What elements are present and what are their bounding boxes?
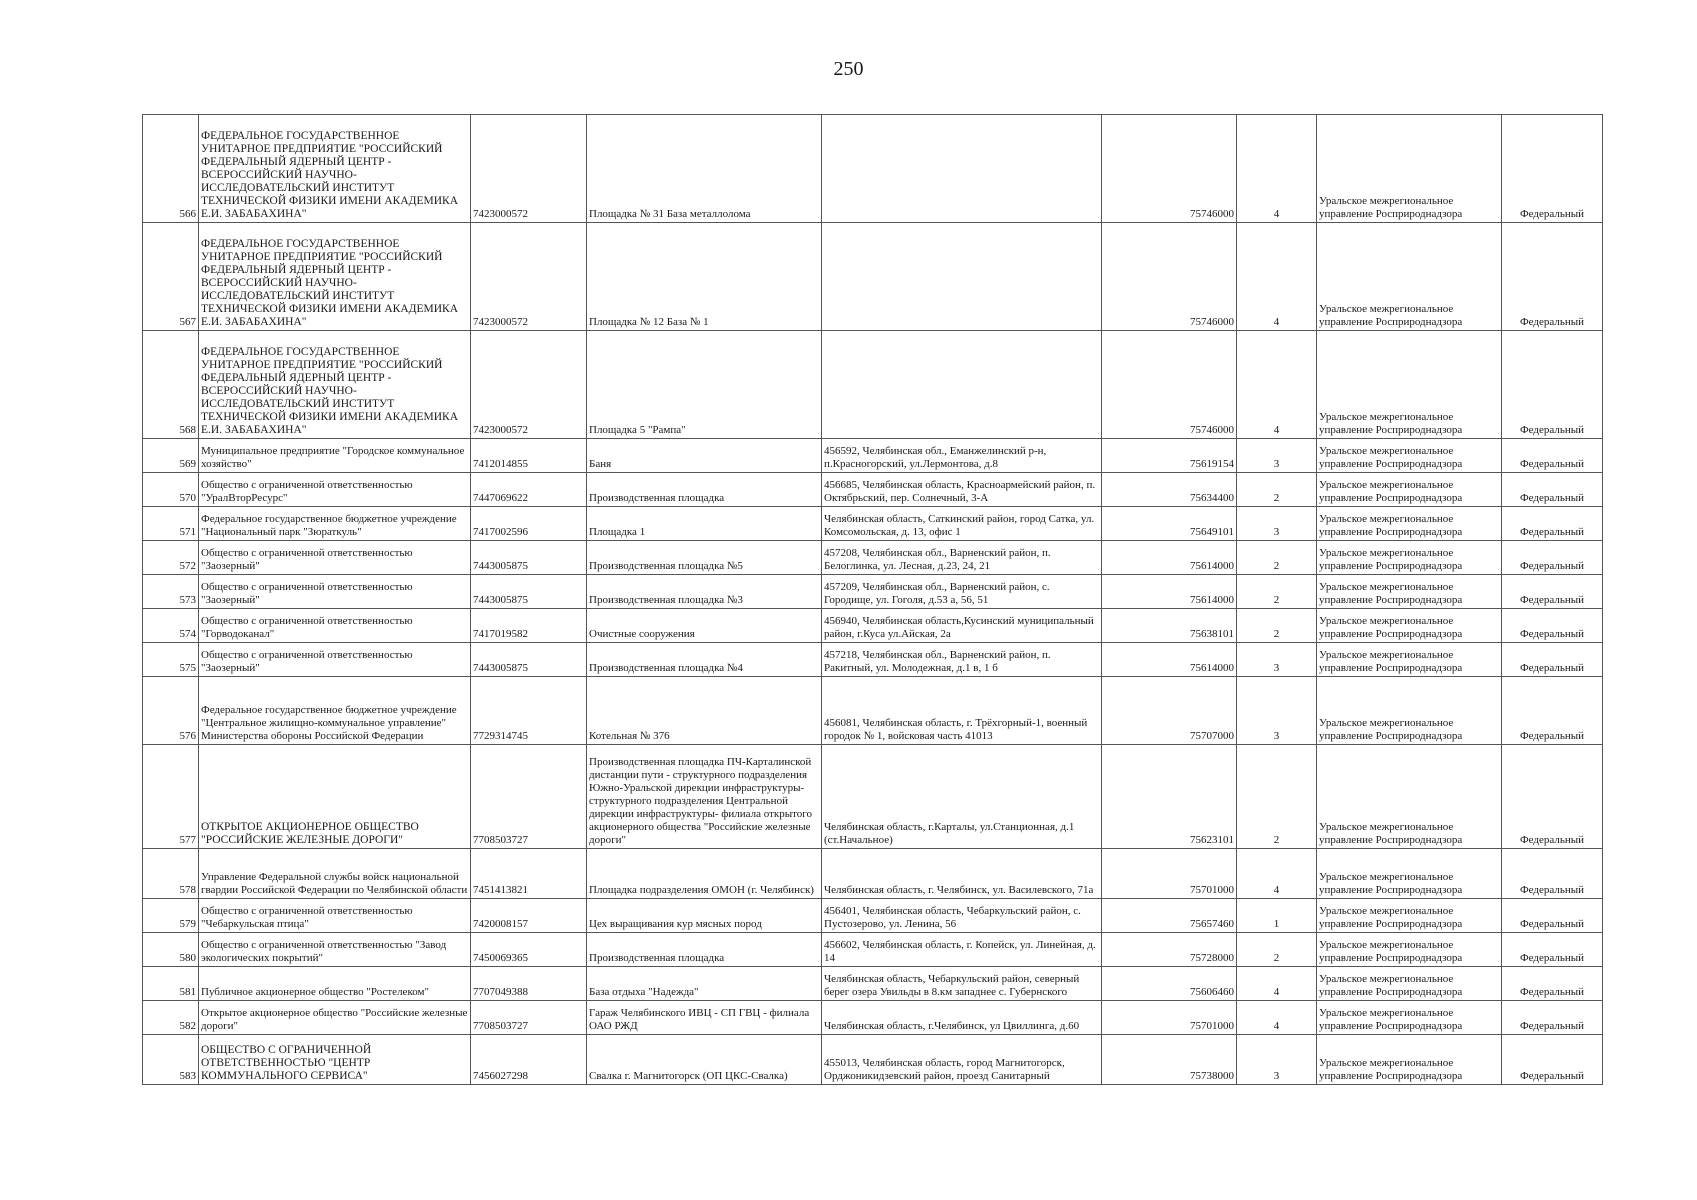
inn-code: 7708503727 — [471, 1001, 587, 1035]
object-name: Площадка № 12 База № 1 — [587, 223, 822, 331]
supervisory-authority: Уральское межрегиональное управление Росприроднадзора — [1317, 439, 1502, 473]
risk-category: 3 — [1237, 677, 1317, 745]
oktmo-code: 75614000 — [1102, 575, 1237, 609]
table-row — [143, 1001, 1603, 1035]
risk-category: 4 — [1237, 115, 1317, 223]
inn-code: 7443005875 — [471, 541, 587, 575]
organization-name: ФЕДЕРАЛЬНОЕ ГОСУДАРСТВЕННОЕ УНИТАРНОЕ ПРЕДПРИЯТИЕ "РОССИЙСКИЙ ФЕДЕРАЛЬНЫЙ ЯДЕРНЫЙ ЦЕНТР - ВСЕРОССИЙСКИЙ НАУЧНО-ИССЛЕДОВАТЕЛЬСКИЙ ИНСТИТУТ ТЕХНИЧЕСКОЙ ФИЗИКИ ИМЕНИ АКАДЕМИКА Е.И. ЗАБАБАХИНА" — [199, 223, 471, 331]
inn-code: 7707049388 — [471, 967, 587, 1001]
supervisory-authority: Уральское межрегиональное управление Росприроднадзора — [1317, 223, 1502, 331]
inn-code: 7417019582 — [471, 609, 587, 643]
table-row — [143, 115, 1603, 223]
object-name: Площадка 5 "Рампа" — [587, 331, 822, 439]
object-address: Челябинская область, г. Челябинск, ул. Василевского, 71а — [822, 849, 1102, 899]
row-number: 577 — [143, 745, 199, 849]
row-number: 579 — [143, 899, 199, 933]
table-row — [143, 745, 1603, 849]
row-number: 566 — [143, 115, 199, 223]
object-name: Производственная площадка — [587, 933, 822, 967]
row-number: 574 — [143, 609, 199, 643]
supervisory-authority: Уральское межрегиональное управление Росприроднадзора — [1317, 115, 1502, 223]
supervisory-authority: Уральское межрегиональное управление Росприроднадзора — [1317, 933, 1502, 967]
table-row — [143, 967, 1603, 1001]
inn-code: 7423000572 — [471, 115, 587, 223]
risk-category: 4 — [1237, 967, 1317, 1001]
supervision-level: Федеральный — [1502, 115, 1603, 223]
organization-name: Открытое акционерное общество "Российские железные дороги" — [199, 1001, 471, 1035]
object-name: Производственная площадка №5 — [587, 541, 822, 575]
supervisory-authority: Уральское межрегиональное управление Росприроднадзора — [1317, 541, 1502, 575]
table-row — [143, 609, 1603, 643]
supervision-level: Федеральный — [1502, 967, 1603, 1001]
object-address: 456685, Челябинская область, Красноармейский район, п. Октябрьский, пер. Солнечный, 3-А — [822, 473, 1102, 507]
row-number: 583 — [143, 1035, 199, 1085]
object-address: Челябинская область, Чебаркульский район, северный берег озера Увильды в 8.км западнее с. Губернского — [822, 967, 1102, 1001]
supervisory-authority: Уральское межрегиональное управление Росприроднадзора — [1317, 643, 1502, 677]
table-row — [143, 677, 1603, 745]
inn-code: 7420008157 — [471, 899, 587, 933]
supervisory-authority: Уральское межрегиональное управление Росприроднадзора — [1317, 609, 1502, 643]
table-row — [143, 541, 1603, 575]
organization-name: Общество с ограниченной ответственностью "Заозерный" — [199, 541, 471, 575]
row-number: 581 — [143, 967, 199, 1001]
table-row — [143, 507, 1603, 541]
oktmo-code: 75701000 — [1102, 1001, 1237, 1035]
supervisory-authority: Уральское межрегиональное управление Росприроднадзора — [1317, 473, 1502, 507]
object-address: 456081, Челябинская область, г. Трёхгорный-1, военный городок № 1, войсковая часть 41013 — [822, 677, 1102, 745]
table-row — [143, 575, 1603, 609]
row-number: 575 — [143, 643, 199, 677]
supervisory-authority: Уральское межрегиональное управление Росприроднадзора — [1317, 677, 1502, 745]
inn-code: 7417002596 — [471, 507, 587, 541]
row-number: 578 — [143, 849, 199, 899]
supervision-level: Федеральный — [1502, 575, 1603, 609]
row-number: 571 — [143, 507, 199, 541]
object-name: Цех выращивания кур мясных пород — [587, 899, 822, 933]
oktmo-code: 75634400 — [1102, 473, 1237, 507]
supervision-level: Федеральный — [1502, 899, 1603, 933]
risk-category: 3 — [1237, 1035, 1317, 1085]
object-name: Производственная площадка ПЧ-Карталинской дистанции пути - структурного подразделения Южно-Уральской дирекции инфраструктуры-структурного подразделения Центральной дирекции инфраструктуры- филиала открытого акционерного общества "Российские железные дороги" — [587, 745, 822, 849]
supervision-level: Федеральный — [1502, 933, 1603, 967]
risk-category: 4 — [1237, 331, 1317, 439]
risk-category: 4 — [1237, 223, 1317, 331]
object-name: Площадка подразделения ОМОН (г. Челябинск) — [587, 849, 822, 899]
supervisory-authority: Уральское межрегиональное управление Росприроднадзора — [1317, 967, 1502, 1001]
row-number: 582 — [143, 1001, 199, 1035]
inn-code: 7443005875 — [471, 575, 587, 609]
supervision-level: Федеральный — [1502, 1001, 1603, 1035]
supervision-level: Федеральный — [1502, 745, 1603, 849]
oktmo-code: 75701000 — [1102, 849, 1237, 899]
supervision-level: Федеральный — [1502, 541, 1603, 575]
oktmo-code: 75657460 — [1102, 899, 1237, 933]
supervision-level: Федеральный — [1502, 609, 1603, 643]
organization-name: Общество с ограниченной ответственностью "Заозерный" — [199, 643, 471, 677]
row-number: 572 — [143, 541, 199, 575]
table-row — [143, 331, 1603, 439]
object-name: Очистные сооружения — [587, 609, 822, 643]
table-row — [143, 899, 1603, 933]
organization-name: Федеральное государственное бюджетное учреждение "Центральное жилищно-коммунальное управление" Министерства обороны Российской Федерации — [199, 677, 471, 745]
organization-name: ОТКРЫТОЕ АКЦИОНЕРНОЕ ОБЩЕСТВО "РОССИЙСКИЕ ЖЕЛЕЗНЫЕ ДОРОГИ" — [199, 745, 471, 849]
risk-category: 2 — [1237, 541, 1317, 575]
risk-category: 2 — [1237, 609, 1317, 643]
inn-code: 7451413821 — [471, 849, 587, 899]
organization-name: Общество с ограниченной ответственностью "Горводоканал" — [199, 609, 471, 643]
row-number: 580 — [143, 933, 199, 967]
supervisory-authority: Уральское межрегиональное управление Росприроднадзора — [1317, 507, 1502, 541]
risk-category: 2 — [1237, 575, 1317, 609]
oktmo-code: 75707000 — [1102, 677, 1237, 745]
row-number: 569 — [143, 439, 199, 473]
organization-name: ОБЩЕСТВО С ОГРАНИЧЕННОЙ ОТВЕТСТВЕННОСТЬЮ "ЦЕНТР КОММУНАЛЬНОГО СЕРВИСА" — [199, 1035, 471, 1085]
organization-name: Общество с ограниченной ответственностью "Завод экологических покрытий" — [199, 933, 471, 967]
table-row — [143, 643, 1603, 677]
organization-name: Общество с ограниченной ответственностью "Чебаркульская птица" — [199, 899, 471, 933]
supervisory-authority: Уральское межрегиональное управление Росприроднадзора — [1317, 745, 1502, 849]
object-address: 457208, Челябинская обл., Варненский район, п. Белоглинка, ул. Лесная, д.23, 24, 21 — [822, 541, 1102, 575]
risk-category: 2 — [1237, 745, 1317, 849]
object-address: 456940, Челябинская область,Кусинский муниципальный район, г.Куса ул.Айская, 2а — [822, 609, 1102, 643]
registry-table — [142, 114, 1603, 1085]
table-row — [143, 473, 1603, 507]
risk-category: 3 — [1237, 439, 1317, 473]
inn-code: 7708503727 — [471, 745, 587, 849]
risk-category: 2 — [1237, 473, 1317, 507]
inn-code: 7423000572 — [471, 223, 587, 331]
object-name: Баня — [587, 439, 822, 473]
object-name: База отдыха "Надежда" — [587, 967, 822, 1001]
organization-name: Публичное акционерное общество "Ростелеком" — [199, 967, 471, 1001]
organization-name: Федеральное государственное бюджетное учреждение "Национальный парк "Зюраткуль" — [199, 507, 471, 541]
oktmo-code: 75728000 — [1102, 933, 1237, 967]
object-name: Котельная № 376 — [587, 677, 822, 745]
inn-code: 7423000572 — [471, 331, 587, 439]
inn-code: 7450069365 — [471, 933, 587, 967]
object-address: Челябинская область, Саткинский район, город Сатка, ул. Комсомольская, д. 13, офис 1 — [822, 507, 1102, 541]
risk-category: 2 — [1237, 933, 1317, 967]
row-number: 570 — [143, 473, 199, 507]
supervision-level: Федеральный — [1502, 439, 1603, 473]
supervisory-authority: Уральское межрегиональное управление Росприроднадзора — [1317, 849, 1502, 899]
inn-code: 7456027298 — [471, 1035, 587, 1085]
object-address: 455013, Челябинская область, город Магнитогорск, Орджоникидзевский район, проезд Санитарный — [822, 1035, 1102, 1085]
oktmo-code: 75623101 — [1102, 745, 1237, 849]
organization-name: Общество с ограниченной ответственностью "Заозерный" — [199, 575, 471, 609]
object-name: Производственная площадка №3 — [587, 575, 822, 609]
supervisory-authority: Уральское межрегиональное управление Росприроднадзора — [1317, 575, 1502, 609]
organization-name: Общество с ограниченной ответственностью "УралВторРесурс" — [199, 473, 471, 507]
table-row — [143, 223, 1603, 331]
object-address: Челябинская область, г.Карталы, ул.Станционная, д.1 (ст.Начальное) — [822, 745, 1102, 849]
oktmo-code: 75606460 — [1102, 967, 1237, 1001]
object-name: Производственная площадка — [587, 473, 822, 507]
table-row — [143, 1035, 1603, 1085]
object-address: Челябинская область, г.Челябинск, ул Цвиллинга, д.60 — [822, 1001, 1102, 1035]
risk-category: 4 — [1237, 849, 1317, 899]
risk-category: 3 — [1237, 507, 1317, 541]
table-row — [143, 849, 1603, 899]
object-address — [822, 115, 1102, 223]
organization-name: ФЕДЕРАЛЬНОЕ ГОСУДАРСТВЕННОЕ УНИТАРНОЕ ПРЕДПРИЯТИЕ "РОССИЙСКИЙ ФЕДЕРАЛЬНЫЙ ЯДЕРНЫЙ ЦЕНТР - ВСЕРОССИЙСКИЙ НАУЧНО-ИССЛЕДОВАТЕЛЬСКИЙ ИНСТИТУТ ТЕХНИЧЕСКОЙ ФИЗИКИ ИМЕНИ АКАДЕМИКА Е.И. ЗАБАБАХИНА" — [199, 331, 471, 439]
supervisory-authority: Уральское межрегиональное управление Росприроднадзора — [1317, 1035, 1502, 1085]
supervision-level: Федеральный — [1502, 473, 1603, 507]
supervisory-authority: Уральское межрегиональное управление Росприроднадзора — [1317, 331, 1502, 439]
registry-body — [143, 115, 1603, 1085]
supervision-level: Федеральный — [1502, 849, 1603, 899]
risk-category: 4 — [1237, 1001, 1317, 1035]
object-address: 456592, Челябинская обл., Еманжелинский р-н, п.Красногорский, ул.Лермонтова, д.8 — [822, 439, 1102, 473]
row-number: 568 — [143, 331, 199, 439]
supervision-level: Федеральный — [1502, 677, 1603, 745]
object-address: 457209, Челябинская обл., Варненский район, с. Городище, ул. Гоголя, д.53 а, 56, 51 — [822, 575, 1102, 609]
page-number: 250 — [833, 58, 864, 80]
organization-name: Муниципальное предприятие "Городское коммунальное хозяйство" — [199, 439, 471, 473]
oktmo-code: 75614000 — [1102, 643, 1237, 677]
object-name: Свалка г. Магнитогорск (ОП ЦКС-Свалка) — [587, 1035, 822, 1085]
inn-code: 7447069622 — [471, 473, 587, 507]
object-address: 456401, Челябинская область, Чебаркульский район, с. Пустозерово, ул. Ленина, 56 — [822, 899, 1102, 933]
organization-name: ФЕДЕРАЛЬНОЕ ГОСУДАРСТВЕННОЕ УНИТАРНОЕ ПРЕДПРИЯТИЕ "РОССИЙСКИЙ ФЕДЕРАЛЬНЫЙ ЯДЕРНЫЙ ЦЕНТР - ВСЕРОССИЙСКИЙ НАУЧНО-ИССЛЕДОВАТЕЛЬСКИЙ ИНСТИТУТ ТЕХНИЧЕСКОЙ ФИЗИКИ ИМЕНИ АКАДЕМИКА Е.И. ЗАБАБАХИНА" — [199, 115, 471, 223]
inn-code: 7443005875 — [471, 643, 587, 677]
oktmo-code: 75738000 — [1102, 1035, 1237, 1085]
risk-category: 1 — [1237, 899, 1317, 933]
oktmo-code: 75638101 — [1102, 609, 1237, 643]
object-name: Гараж Челябинского ИВЦ - СП ГВЦ - филиала ОАО РЖД — [587, 1001, 822, 1035]
table-row — [143, 933, 1603, 967]
object-address: 456602, Челябинская область, г. Копейск, ул. Линейная, д. 14 — [822, 933, 1102, 967]
object-name: Площадка 1 — [587, 507, 822, 541]
supervision-level: Федеральный — [1502, 223, 1603, 331]
risk-category: 3 — [1237, 643, 1317, 677]
oktmo-code: 75746000 — [1102, 223, 1237, 331]
supervisory-authority: Уральское межрегиональное управление Росприроднадзора — [1317, 899, 1502, 933]
supervision-level: Федеральный — [1502, 507, 1603, 541]
supervisory-authority: Уральское межрегиональное управление Росприроднадзора — [1317, 1001, 1502, 1035]
object-address — [822, 331, 1102, 439]
object-address: 457218, Челябинская обл., Варненский район, п. Ракитный, ул. Молодежная, д.1 в, 1 б — [822, 643, 1102, 677]
object-name: Производственная площадка №4 — [587, 643, 822, 677]
object-address — [822, 223, 1102, 331]
oktmo-code: 75614000 — [1102, 541, 1237, 575]
oktmo-code: 75746000 — [1102, 115, 1237, 223]
object-name: Площадка № 31 База металлолома — [587, 115, 822, 223]
inn-code: 7412014855 — [471, 439, 587, 473]
row-number: 576 — [143, 677, 199, 745]
organization-name: Управление Федеральной службы войск национальной гвардии Российской Федерации по Челябинской области — [199, 849, 471, 899]
oktmo-code: 75746000 — [1102, 331, 1237, 439]
supervision-level: Федеральный — [1502, 643, 1603, 677]
oktmo-code: 75649101 — [1102, 507, 1237, 541]
inn-code: 7729314745 — [471, 677, 587, 745]
supervision-level: Федеральный — [1502, 1035, 1603, 1085]
supervision-level: Федеральный — [1502, 331, 1603, 439]
table-row — [143, 439, 1603, 473]
row-number: 573 — [143, 575, 199, 609]
row-number: 567 — [143, 223, 199, 331]
oktmo-code: 75619154 — [1102, 439, 1237, 473]
